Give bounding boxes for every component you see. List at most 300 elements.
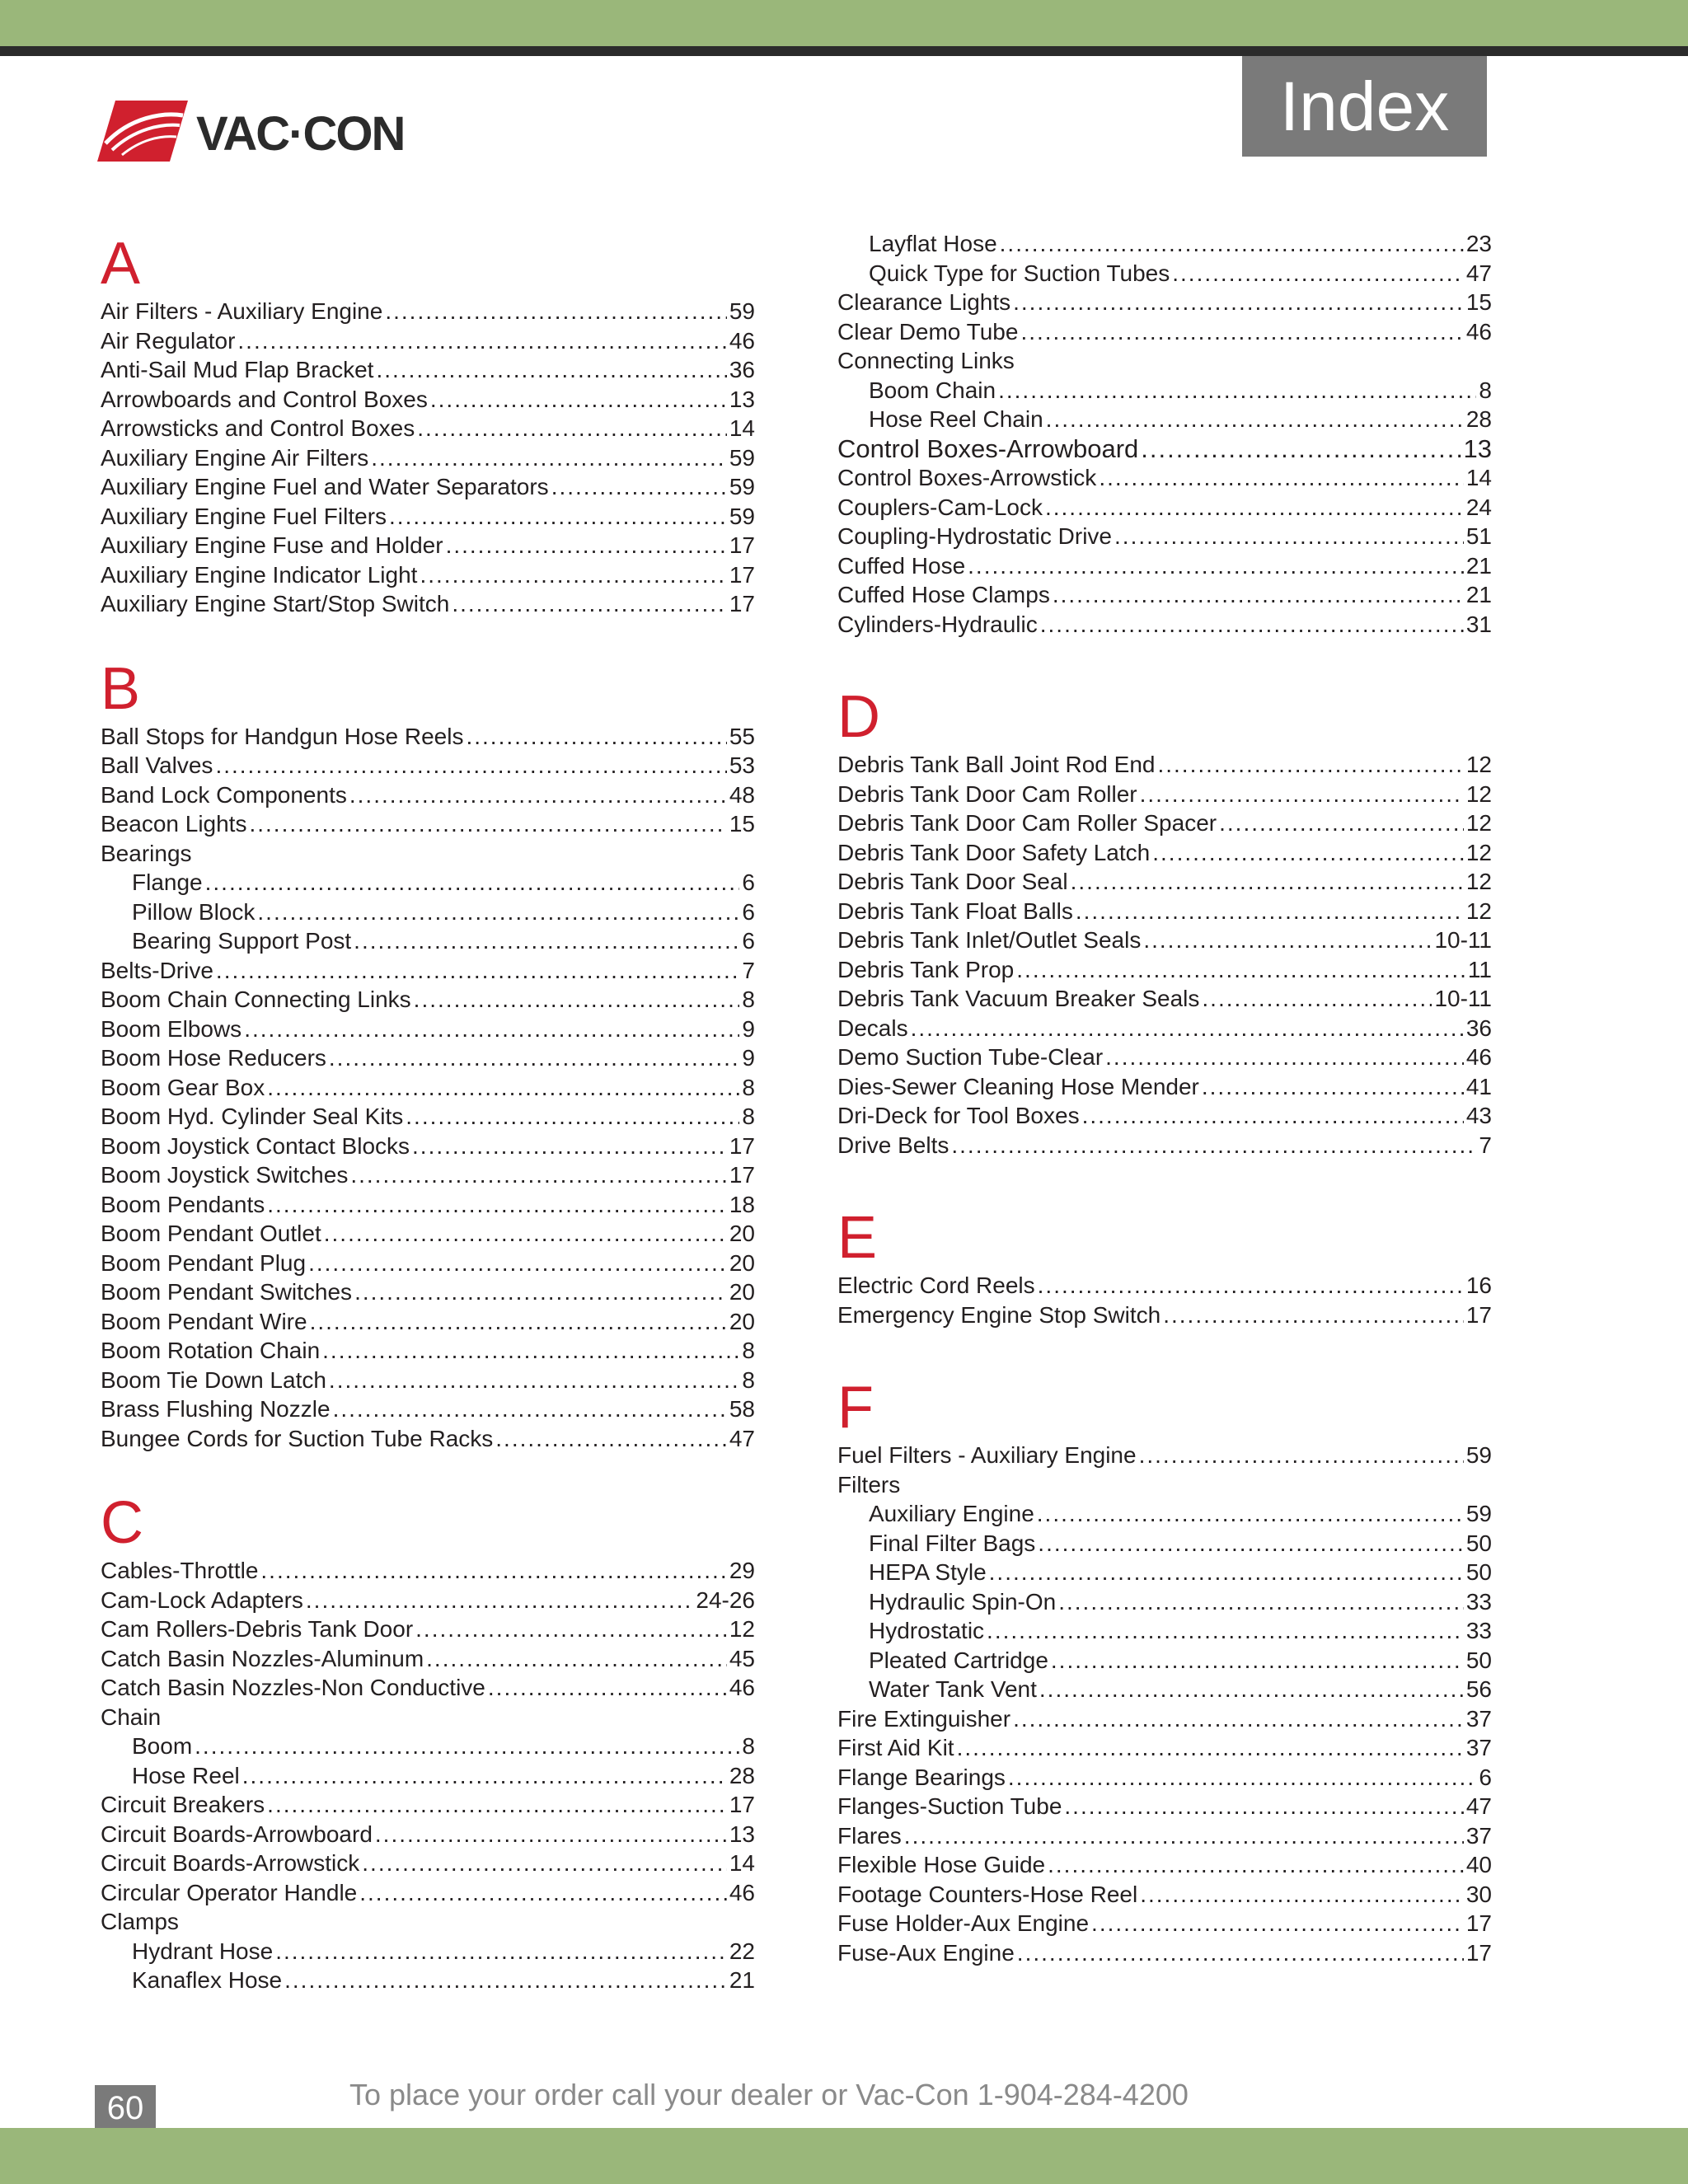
dot-leader: [957, 1733, 1464, 1763]
index-entry: [101, 1966, 755, 1995]
entry-label: Debris Tank Door Cam Roller Spacer: [837, 810, 1217, 836]
dot-leader: [1053, 580, 1464, 610]
entry-label: Electric Cord Reels: [837, 1272, 1035, 1298]
dot-leader: [257, 898, 739, 927]
section-gap: [837, 1160, 1492, 1205]
dot-leader: [389, 502, 727, 532]
entry-page: 18: [729, 1191, 755, 1217]
index-entry: [101, 1132, 755, 1161]
entry-page: 17: [1465, 1939, 1492, 1966]
entry-label: Auxiliary Engine Air Filters: [101, 444, 369, 471]
entry-page: 13: [729, 1821, 755, 1847]
index-entry: [101, 531, 755, 560]
dot-leader: [987, 1616, 1464, 1646]
dot-leader: [417, 414, 727, 443]
dot-leader: [333, 1394, 727, 1424]
dot-leader: [1048, 1850, 1464, 1880]
index-entry: [101, 502, 755, 532]
entry-label: Debris Tank Door Safety Latch: [837, 839, 1151, 865]
entry-label: Filters: [837, 1471, 901, 1497]
entry-page: 14: [1465, 465, 1492, 490]
dot-leader: [215, 751, 726, 780]
section-gap: [837, 1329, 1492, 1375]
dot-leader: [1038, 1271, 1464, 1301]
entry-label: Boom Joystick Switches: [101, 1162, 349, 1188]
entry-page: 17: [729, 1792, 755, 1817]
index-entry: [101, 1043, 755, 1073]
dot-leader: [371, 443, 727, 473]
entry-label: Boom Rotation Chain: [101, 1338, 321, 1363]
entry-label: Boom Chain: [869, 377, 996, 403]
dot-leader: [998, 376, 1476, 405]
entry-label: Boom Elbows: [101, 1015, 242, 1042]
entry-page: 7: [742, 957, 755, 983]
entry-page: 36: [729, 357, 755, 382]
entry-page: 20: [729, 1249, 755, 1276]
index-entry: [837, 376, 1492, 405]
index-entry: [837, 463, 1492, 493]
dot-leader: [495, 1424, 727, 1454]
index-heading: [837, 346, 1492, 376]
dot-leader: [329, 1366, 740, 1395]
entry-page: 9: [742, 1045, 755, 1071]
dot-leader: [310, 1307, 727, 1337]
entry-page: 16: [1465, 1272, 1492, 1298]
vac-con-swoosh-icon: [97, 101, 188, 162]
entry-page: 37: [1465, 1735, 1492, 1760]
entry-label: Demo Suction Tube-Clear: [837, 1044, 1104, 1070]
index-entry: [837, 229, 1492, 259]
entry-page: 12: [1465, 898, 1492, 924]
entry-label: Cuffed Hose Clamps: [837, 582, 1050, 607]
dot-leader: [420, 560, 726, 590]
index-entry: [837, 1043, 1492, 1072]
entry-page: 37: [1465, 1822, 1492, 1849]
entry-page: 47: [1465, 260, 1492, 286]
entry-page: 15: [1465, 289, 1492, 315]
index-entry: [101, 443, 755, 473]
index-entry: [837, 1587, 1492, 1617]
index-entry: [101, 1102, 755, 1132]
dot-leader: [267, 1790, 727, 1820]
entry-page: 59: [729, 474, 755, 499]
index-entry: [837, 317, 1492, 347]
page-title: Index: [1242, 56, 1487, 157]
dot-leader: [466, 722, 726, 752]
entry-page: 46: [729, 1675, 755, 1700]
section-gap: [101, 619, 755, 656]
index-entry: [837, 897, 1492, 926]
index-entry: [101, 1790, 755, 1820]
index-entry: [101, 809, 755, 839]
entry-page: 22: [729, 1938, 755, 1964]
dot-leader: [1039, 1675, 1464, 1704]
entry-label: Air Filters - Auxiliary Engine: [101, 298, 383, 324]
index-entry: [101, 868, 755, 898]
index-entry: [837, 1763, 1492, 1793]
entry-label: Clear Demo Tube: [837, 318, 1019, 344]
index-entry: [101, 956, 755, 986]
index-entry: [837, 984, 1492, 1014]
dot-leader: [1013, 288, 1464, 317]
entry-page: 50: [1465, 1530, 1492, 1556]
entry-label: Fuel Filters - Auxiliary Engine: [837, 1442, 1137, 1468]
entry-label: Flanges-Suction Tube: [837, 1793, 1062, 1819]
entry-label: Clamps: [101, 1909, 179, 1934]
entry-label: Control Boxes-Arrowboard: [837, 434, 1139, 463]
section-letter: F: [837, 1375, 874, 1441]
dot-leader: [1099, 463, 1464, 493]
dot-leader: [267, 1190, 727, 1220]
entry-label: Debris Tank Prop: [837, 956, 1015, 982]
index-entry: [101, 472, 755, 502]
entry-label: Boom Gear Box: [101, 1074, 265, 1100]
entry-page: 7: [1479, 1132, 1492, 1158]
entry-page: 59: [729, 444, 755, 471]
entry-page: 12: [1465, 839, 1492, 865]
dot-leader: [1064, 1792, 1463, 1821]
dot-leader: [406, 1102, 739, 1132]
index-entry: [101, 985, 755, 1015]
entry-page: 47: [729, 1425, 755, 1451]
dot-leader: [1040, 610, 1464, 640]
dot-leader: [237, 326, 726, 356]
dot-leader: [452, 589, 727, 619]
index-entry: [101, 1277, 755, 1307]
entry-page: 48: [729, 781, 755, 808]
entry-page: 17: [729, 532, 755, 558]
dot-leader: [1000, 229, 1464, 259]
entry-label: Debris Tank Inlet/Outlet Seals: [837, 927, 1142, 953]
dot-leader: [329, 1043, 740, 1073]
dot-leader: [1071, 867, 1464, 897]
index-entry: [837, 1499, 1492, 1529]
index-entry: [101, 898, 755, 927]
entry-page: 30: [1465, 1881, 1492, 1907]
entry-label: Flange: [132, 869, 203, 895]
entry-label: Hose Reel Chain: [869, 406, 1043, 432]
entry-page: 12: [1465, 869, 1492, 894]
entry-page: 14: [729, 1850, 755, 1876]
dot-leader: [376, 355, 726, 385]
index-entry: [837, 1441, 1492, 1470]
entry-label: Cylinders-Hydraulic: [837, 611, 1038, 637]
index-entry: [101, 1673, 755, 1703]
entry-page: 51: [1465, 523, 1492, 549]
index-entry: [101, 780, 755, 810]
index-entry: [101, 1937, 755, 1966]
section-letter: C: [101, 1490, 143, 1556]
index-entry: [837, 1558, 1492, 1587]
entry-page: 40: [1465, 1852, 1492, 1877]
entry-page: 31: [1465, 611, 1492, 637]
dot-leader: [488, 1673, 727, 1703]
entry-label: Drive Belts: [837, 1132, 950, 1158]
entry-label: Debris Tank Float Balls: [837, 898, 1073, 924]
index-entry: [837, 259, 1492, 288]
entry-page: 43: [1465, 1103, 1492, 1128]
entry-label: Brass Flushing Nozzle: [101, 1396, 331, 1422]
index-entry: [837, 1646, 1492, 1675]
entry-page: 8: [742, 1104, 755, 1129]
entry-label: Auxiliary Engine Indicator Light: [101, 561, 418, 588]
dot-leader: [385, 297, 727, 326]
dot-leader: [1139, 1441, 1464, 1470]
entry-label: Auxiliary Engine Start/Stop Switch: [101, 591, 450, 616]
entry-label: Fire Extinguisher: [837, 1705, 1011, 1732]
dot-leader: [430, 385, 727, 415]
entry-label: Boom Pendant Plug: [101, 1249, 307, 1276]
entry-page: 6: [1479, 1764, 1492, 1790]
entry-page: 23: [1465, 231, 1492, 256]
entry-page: 21: [1465, 552, 1492, 579]
dot-leader: [267, 1073, 739, 1103]
entry-page: 10-11: [1434, 927, 1492, 953]
entry-page: 15: [729, 811, 755, 837]
index-entry: [837, 522, 1492, 551]
entry-page: 33: [1465, 1588, 1492, 1615]
entry-page: 46: [729, 1879, 755, 1905]
entry-page: 8: [742, 1366, 755, 1393]
entry-page: 6: [742, 898, 755, 925]
index-entry: [837, 434, 1492, 464]
dot-leader: [1172, 259, 1464, 288]
entry-page: 17: [729, 561, 755, 588]
dot-leader: [354, 1277, 727, 1307]
dot-leader: [1076, 897, 1464, 926]
dot-leader: [412, 1132, 727, 1161]
dot-leader: [195, 1732, 739, 1761]
entry-label: Auxiliary Engine Fuel and Water Separators: [101, 474, 549, 499]
entry-label: Catch Basin Nozzles-Aluminum: [101, 1645, 424, 1671]
index-entry: [837, 1131, 1492, 1160]
entry-label: Quick Type for Suction Tubes: [869, 260, 1170, 286]
entry-page: 12: [1465, 780, 1492, 807]
index-entry: [101, 1644, 755, 1674]
entry-page: 47: [1465, 1793, 1492, 1819]
entry-label: Circuit Boards-Arrowboard: [101, 1821, 373, 1847]
entry-label: Ball Valves: [101, 752, 213, 778]
dot-leader: [1114, 522, 1464, 551]
entry-label: Cam Rollers-Debris Tank Door: [101, 1616, 414, 1642]
entry-page: 50: [1465, 1647, 1492, 1673]
entry-label: HEPA Style: [869, 1559, 987, 1585]
dot-leader: [989, 1558, 1464, 1587]
entry-page: 13: [1463, 434, 1492, 463]
entry-page: 36: [1465, 1015, 1492, 1041]
dot-leader: [322, 1336, 739, 1366]
index-entry: [837, 1733, 1492, 1763]
index-entry: [101, 414, 755, 443]
index-entry: [837, 405, 1492, 434]
entry-label: Auxiliary Engine Fuel Filters: [101, 503, 387, 529]
index-entry: [837, 1014, 1492, 1043]
index-entry: [837, 551, 1492, 581]
index-entry: [837, 1938, 1492, 1968]
entry-page: 29: [729, 1558, 755, 1583]
dot-leader: [284, 1966, 727, 1995]
index-entry: [101, 560, 755, 590]
index-entry: [837, 926, 1492, 955]
entry-label: Boom Tie Down Latch: [101, 1366, 326, 1393]
dot-leader: [275, 1937, 727, 1966]
entry-page: 20: [729, 1308, 755, 1334]
entry-label: Hydrostatic: [869, 1618, 985, 1643]
entry-page: 50: [1465, 1559, 1492, 1585]
dot-leader: [1202, 1072, 1464, 1102]
dot-leader: [911, 1014, 1464, 1043]
entry-page: 46: [1465, 1044, 1492, 1070]
index-entry: [101, 355, 755, 385]
dot-leader: [1157, 750, 1463, 780]
index-entry: [837, 1101, 1492, 1131]
index-entry: [101, 297, 755, 326]
entry-label: Hydrant Hose: [132, 1938, 274, 1964]
dot-leader: [904, 1821, 1464, 1851]
dot-leader: [1038, 1529, 1464, 1558]
index-heading: [837, 1470, 1492, 1500]
dot-leader: [1091, 1909, 1464, 1938]
entry-page: 8: [1479, 377, 1492, 403]
entry-label: First Aid Kit: [837, 1735, 954, 1760]
entry-page: 17: [729, 591, 755, 616]
section-letter: D: [837, 684, 880, 750]
dot-leader: [1051, 1646, 1464, 1675]
index-entry: [837, 1821, 1492, 1851]
entry-page: 46: [1465, 318, 1492, 344]
dot-leader: [324, 1219, 727, 1249]
index-entry: [837, 1616, 1492, 1646]
entry-label: Cam-Lock Adapters: [101, 1586, 303, 1613]
dot-leader: [350, 1160, 727, 1190]
entry-page: 17: [729, 1132, 755, 1159]
entry-label: Layflat Hose: [869, 231, 997, 256]
entry-page: 12: [729, 1616, 755, 1642]
entry-label: Pillow Block: [132, 898, 256, 925]
entry-label: Cuffed Hose: [837, 552, 966, 579]
index-entry: [101, 1249, 755, 1278]
index-entry: [837, 493, 1492, 523]
index-entry: [837, 750, 1492, 780]
index-entry: [101, 385, 755, 415]
entry-label: Decals: [837, 1015, 908, 1041]
entry-page: 55: [729, 723, 755, 749]
entry-page: 17: [1465, 1910, 1492, 1936]
dot-leader: [1008, 1763, 1477, 1793]
index-entry: [837, 1529, 1492, 1558]
entry-page: 6: [742, 928, 755, 954]
entry-label: Anti-Sail Mud Flap Bracket: [101, 357, 374, 382]
entry-label: Boom Hyd. Cylinder Seal Kits: [101, 1104, 404, 1129]
index-entry: [101, 1336, 755, 1366]
entry-label: Dri-Deck for Tool Boxes: [837, 1103, 1080, 1128]
index-entry: [837, 867, 1492, 897]
dot-leader: [244, 1015, 739, 1044]
entry-page: 37: [1465, 1705, 1492, 1732]
dot-leader: [551, 472, 727, 502]
index-entry: [837, 1704, 1492, 1734]
entry-page: 8: [742, 987, 755, 1012]
entry-page: 24-26: [696, 1586, 755, 1613]
order-info: To place your order call your dealer or Vac-Con 1-904-284-4200: [349, 2078, 1189, 2111]
entry-label: Control Boxes-Arrowstick: [837, 465, 1097, 490]
top-dark-rule: [0, 46, 1688, 56]
entry-label: Boom Pendant Outlet: [101, 1221, 321, 1246]
entry-label: Final Filter Bags: [869, 1530, 1036, 1556]
index-entry: [101, 1849, 755, 1878]
index-entry: [101, 1015, 755, 1044]
entry-label: Air Regulator: [101, 327, 236, 354]
dot-leader: [205, 868, 740, 898]
dot-leader: [362, 1849, 727, 1878]
entry-page: 28: [1465, 406, 1492, 432]
entry-page: 41: [1465, 1073, 1492, 1099]
entry-label: Debris Tank Vacuum Breaker Seals: [837, 986, 1200, 1011]
index-entry: [837, 288, 1492, 317]
index-entry: [837, 1072, 1492, 1102]
index-entry: [837, 1909, 1492, 1938]
index-entry: [837, 580, 1492, 610]
dot-leader: [359, 1878, 727, 1908]
entry-label: Pleated Cartridge: [869, 1647, 1048, 1673]
entry-label: Dies-Sewer Cleaning Hose Mender: [837, 1073, 1199, 1099]
dot-leader: [1143, 926, 1432, 955]
entry-page: 21: [729, 1967, 755, 1993]
entry-label: Boom Joystick Contact Blocks: [101, 1132, 410, 1159]
section-letter: A: [101, 231, 141, 297]
entry-label: Flares: [837, 1822, 902, 1849]
index-entry: [837, 838, 1492, 868]
entry-page: 59: [729, 503, 755, 529]
index-entry: [101, 589, 755, 619]
dot-leader: [349, 780, 727, 810]
entry-label: Boom Pendant Wire: [101, 1308, 307, 1334]
index-entry: [837, 955, 1492, 985]
dot-leader: [242, 1761, 727, 1791]
index-entry: [101, 926, 755, 956]
entry-label: Boom: [132, 1733, 193, 1759]
entry-page: 59: [729, 298, 755, 324]
index-entry: [101, 1761, 755, 1791]
entry-label: Chain: [101, 1704, 162, 1730]
entry-page: 24: [1465, 494, 1492, 520]
entry-label: Debris Tank Door Seal: [837, 869, 1068, 894]
section-gap: [837, 639, 1492, 684]
dot-leader: [249, 809, 726, 839]
index-entry: [837, 1271, 1492, 1301]
section-letter: E: [837, 1205, 878, 1271]
index-column-right: [837, 229, 1492, 1967]
dot-leader: [1037, 1499, 1464, 1529]
entry-label: Footage Counters-Hose Reel: [837, 1881, 1138, 1907]
entry-page: 6: [742, 869, 755, 895]
dot-leader: [1045, 493, 1464, 523]
index-entry: [837, 1880, 1492, 1910]
entry-label: Hose Reel: [132, 1762, 240, 1788]
entry-label: Hydraulic Spin-On: [869, 1588, 1057, 1615]
entry-label: Connecting Links: [837, 348, 1015, 373]
entry-label: Flexible Hose Guide: [837, 1852, 1046, 1877]
dot-leader: [1017, 1938, 1464, 1968]
entry-label: Bungee Cords for Suction Tube Racks: [101, 1425, 494, 1451]
dot-leader: [1152, 838, 1464, 868]
entry-label: Beacon Lights: [101, 811, 247, 837]
index-entry: [101, 326, 755, 356]
entry-label: Fuse Holder-Aux Engine: [837, 1910, 1090, 1936]
entry-page: 8: [742, 1733, 755, 1759]
entry-label: Auxiliary Engine Fuse and Holder: [101, 532, 443, 558]
entry-label: Debris Tank Ball Joint Rod End: [837, 752, 1156, 777]
